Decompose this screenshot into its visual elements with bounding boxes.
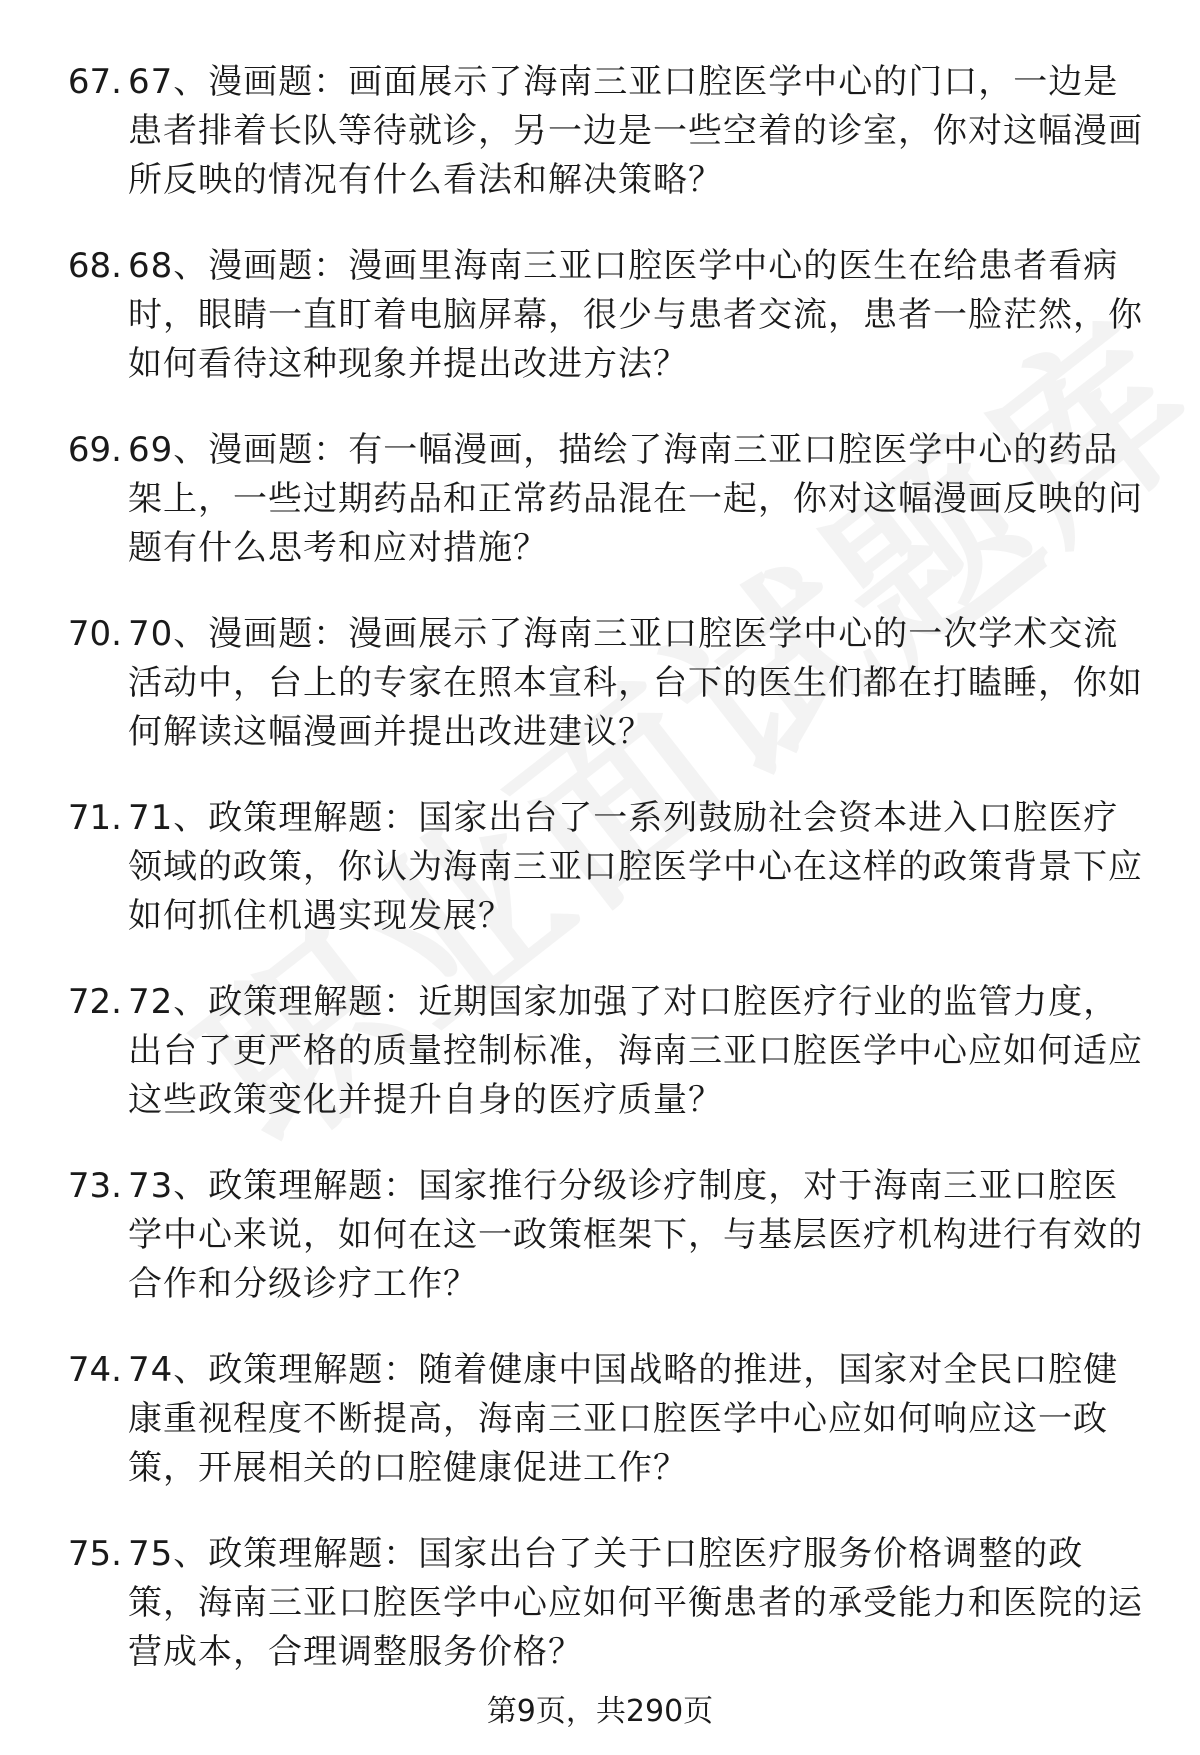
question-text: 71、政策理解题：国家出台了一系列鼓励社会资本进入口腔医疗领域的政策，你认为海南三亚口腔医学中心在这样的政策背景下应如何抓住机遇实现发展？ (128, 798, 1143, 936)
question-number: 74. (67, 1350, 122, 1390)
question-number: 67. (67, 62, 122, 102)
question-item (0, 978, 1200, 1142)
question-item (0, 58, 1200, 222)
question-number: 72. (67, 982, 122, 1022)
question-item (0, 1530, 1200, 1694)
question-text: 75、政策理解题：国家出台了关于口腔医疗服务价格调整的政策，海南三亚口腔医学中心应如何平衡患者的承受能力和医院的运营成本，合理调整服务价格？ (128, 1534, 1143, 1672)
question-text: 73、政策理解题：国家推行分级诊疗制度，对于海南三亚口腔医学中心来说，如何在这一政策框架下，与基层医疗机构进行有效的合作和分级诊疗工作？ (128, 1166, 1143, 1304)
question-item (0, 794, 1200, 958)
question-text: 68、漫画题：漫画里海南三亚口腔医学中心的医生在给患者看病时，眼睛一直盯着电脑屏幕，很少与患者交流，患者一脸茫然，你如何看待这种现象并提出改进方法？ (128, 246, 1143, 384)
question-list (0, 58, 1200, 1714)
question-number: 69. (67, 430, 122, 470)
question-text: 72、政策理解题：近期国家加强了对口腔医疗行业的监管力度，出台了更严格的质量控制标准，海南三亚口腔医学中心应如何适应这些政策变化并提升自身的医疗质量？ (128, 982, 1143, 1120)
question-text: 70、漫画题：漫画展示了海南三亚口腔医学中心的一次学术交流活动中，台上的专家在照本宣科，台下的医生们都在打瞌睡，你如何解读这幅漫画并提出改进建议？ (128, 614, 1143, 752)
question-number: 68. (67, 246, 122, 286)
question-number: 71. (67, 798, 122, 838)
question-item (0, 426, 1200, 590)
question-number: 73. (67, 1166, 122, 1206)
question-item (0, 610, 1200, 774)
question-number: 75. (67, 1534, 122, 1574)
question-text: 67、漫画题：画面展示了海南三亚口腔医学中心的门口，一边是患者排着长队等待就诊，另一边是一些空着的诊室，你对这幅漫画所反映的情况有什么看法和解决策略？ (128, 62, 1143, 200)
question-item (0, 1162, 1200, 1326)
question-text: 74、政策理解题：随着健康中国战略的推进，国家对全民口腔健康重视程度不断提高，海南三亚口腔医学中心应如何响应这一政策，开展相关的口腔健康促进工作？ (128, 1350, 1119, 1488)
question-item (0, 242, 1200, 406)
question-number: 70. (67, 614, 122, 654)
page-indicator: 第9页，共290页 (486, 1694, 714, 1729)
question-item (0, 1346, 1200, 1510)
question-text: 69、漫画题：有一幅漫画，描绘了海南三亚口腔医学中心的药品架上，一些过期药品和正常药品混在一起，你对这幅漫画反映的问题有什么思考和应对措施？ (128, 430, 1143, 568)
